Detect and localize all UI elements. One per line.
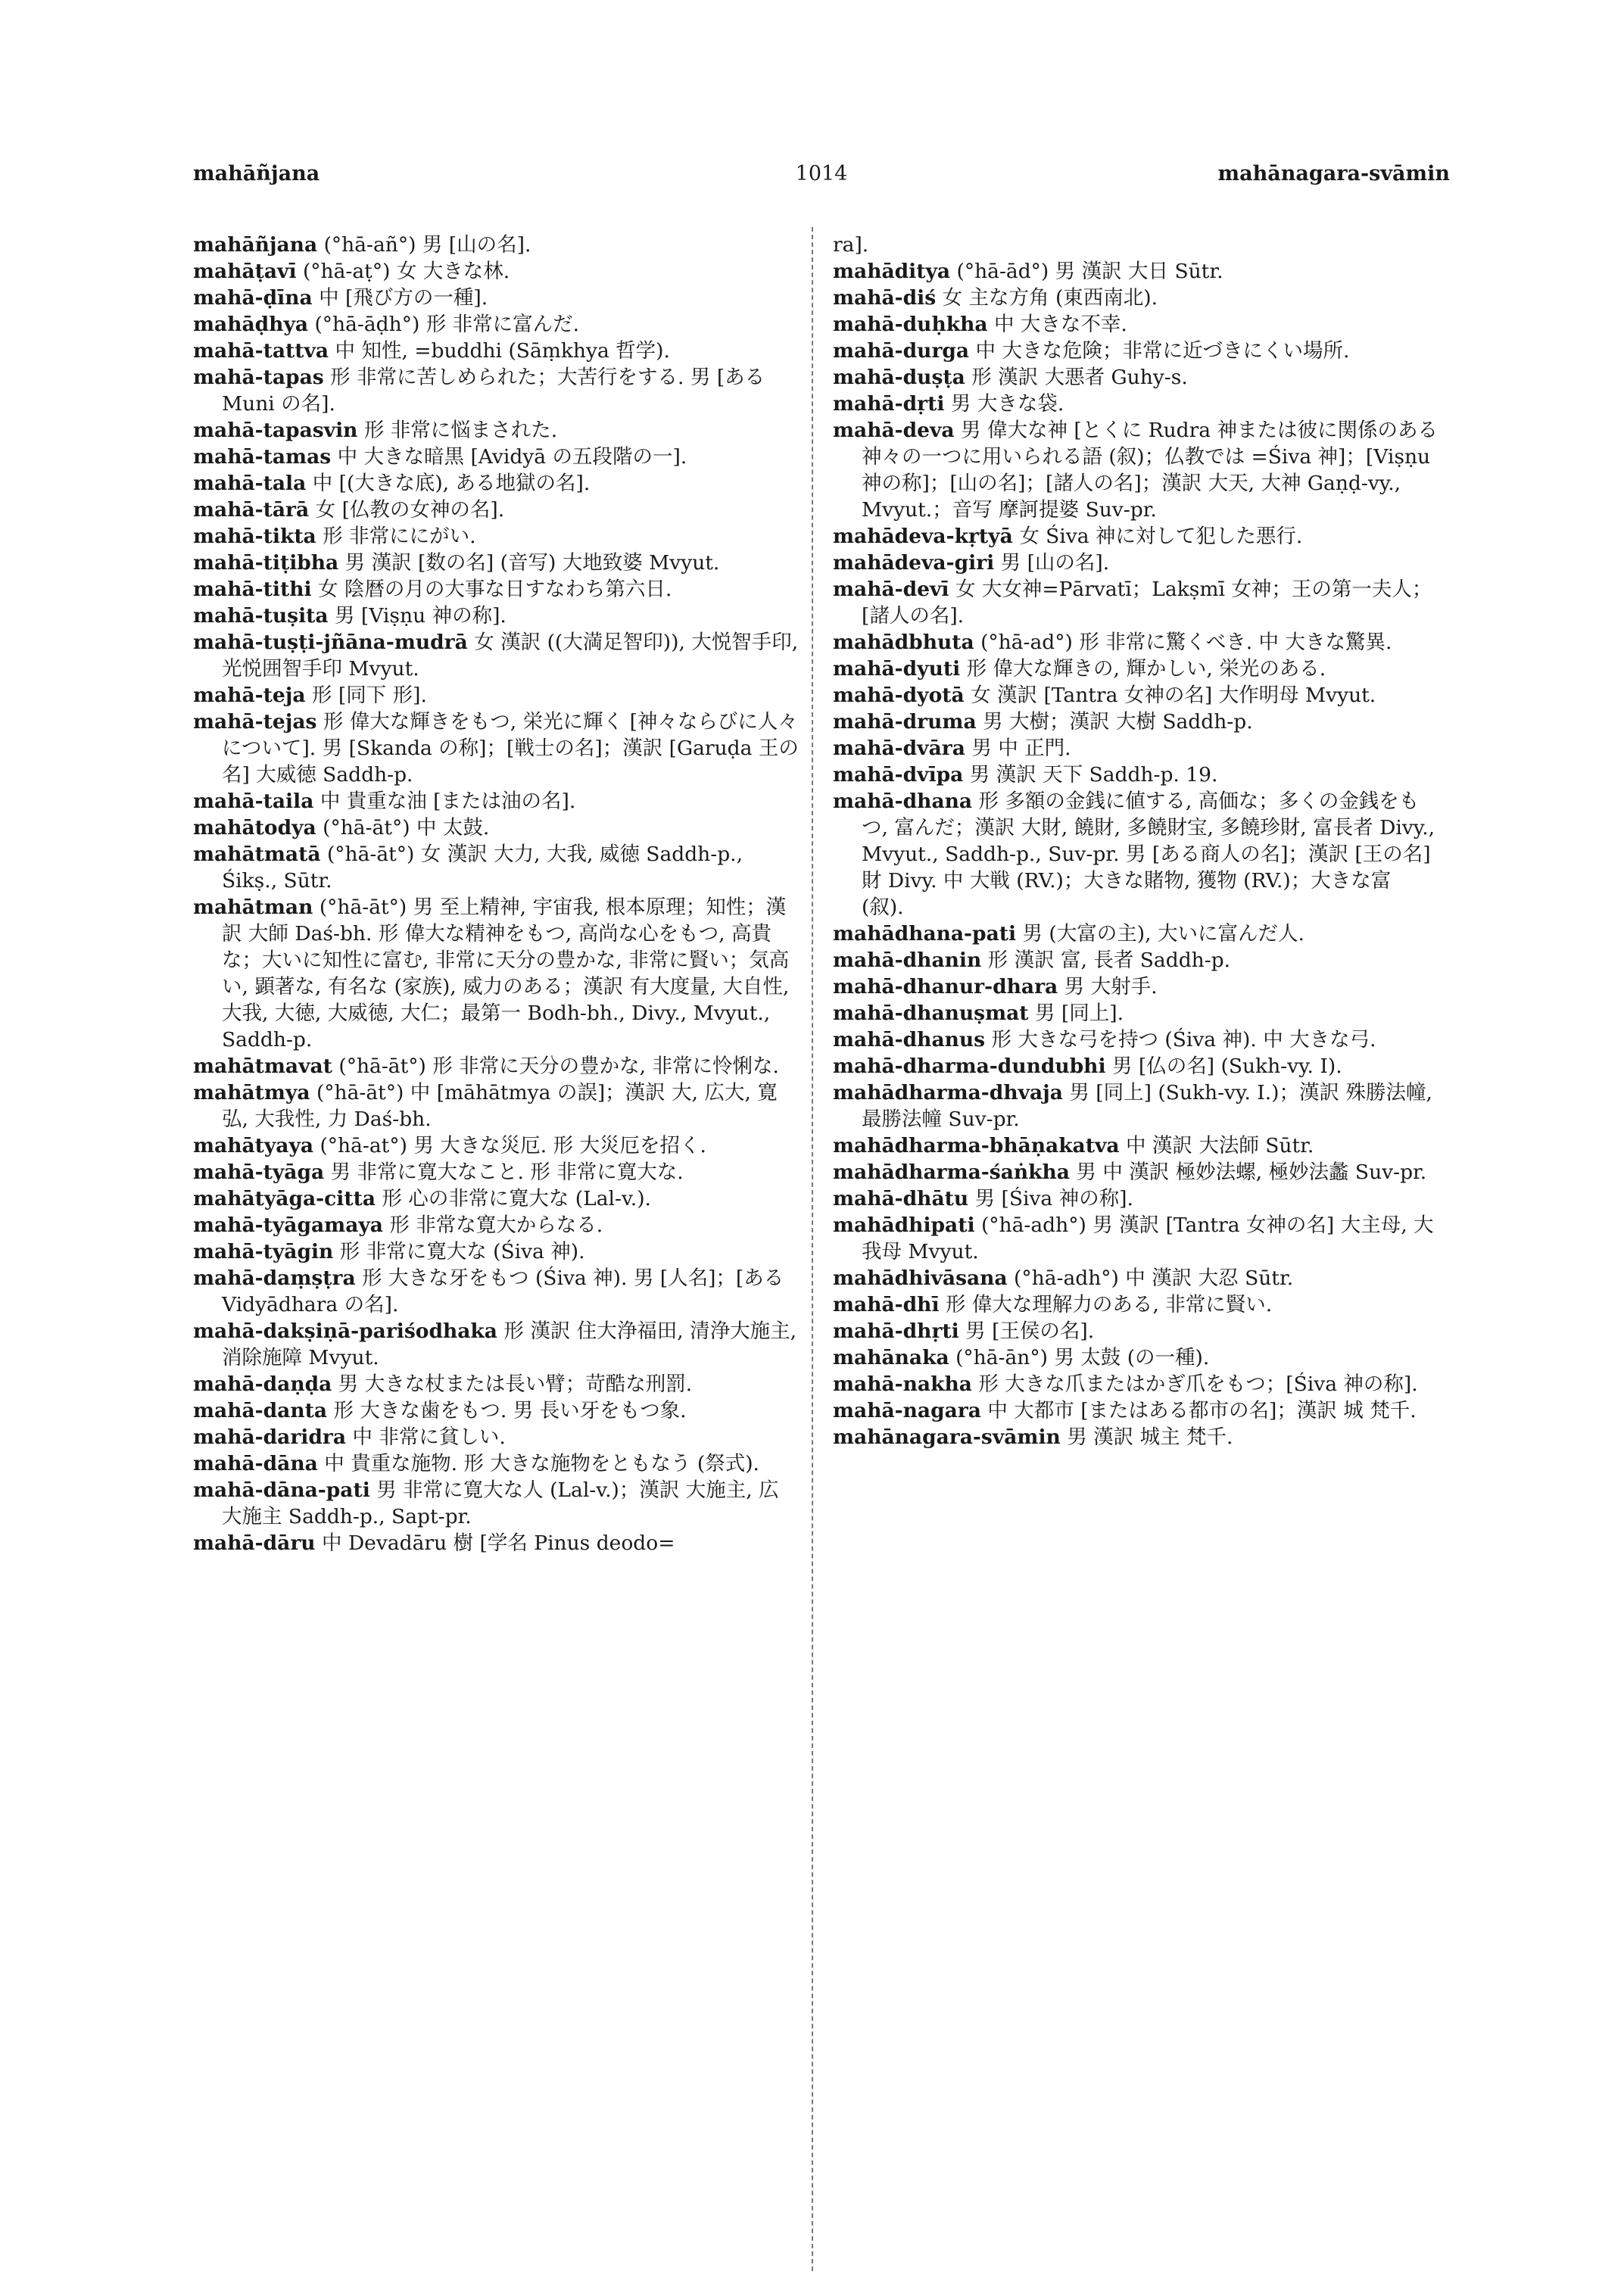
entry-definition: 男 偉大な神 [とくに Rudra 神または彼に関係のある神々の一つに用いられる語 (叙)；仏教では =Śiva 神]；[Viṣṇu 神の称]；[山の名]；[諸人の名]；漢訳 大天, 大神 Gaṇḍ-vy., Mvyut.；音写 摩訶提婆 Suv-pr. [862,419,1439,522]
dictionary-entry [833,285,1439,311]
entry-headword: mahāñjana [193,233,318,257]
entry-definition: (°hā-aṭ°) 女 大きな林. [302,260,510,283]
dictionary-entry [193,1053,799,1080]
dictionary-entry [833,1212,1439,1265]
dictionary-entry [833,656,1439,682]
entry-headword: mahā-dhanin [833,949,982,972]
dictionary-entry [833,550,1439,576]
entry-definition: 男 大樹；漢訳 大樹 Saddh-p. [983,710,1253,734]
dictionary-entry [193,311,799,338]
entry-headword: mahā-dvīpa [833,763,964,787]
entry-headword: mahānagara-svāmin [833,1425,1061,1449]
dictionary-entry [193,523,799,550]
entry-definition: 男 [王侯の名]. [965,1319,1095,1343]
entry-headword: mahādeva-giri [833,551,995,575]
entry-headword: mahātyaya [193,1134,314,1157]
entry-definition: 男 大きな杖または長い臂；苛酷な刑罰. [338,1372,693,1396]
dictionary-entry [833,788,1439,921]
dictionary-entry [833,762,1439,788]
entry-definition: 形 非常に苦しめられた；大苦行をする. 男 [ある Muni の名]. [222,366,765,416]
entry-headword: mahā-dyuti [833,657,961,681]
dictionary-entry [833,417,1439,523]
entry-headword: mahā-dāna-pati [193,1478,370,1502]
entry-definition: 形 偉大な輝きをもつ, 栄光に輝く [神々ならびに人々について]. 男 [Skanda の称]；[戦士の名]；漢訳 [Garuḍa 王の名] 大威徳 Saddh-p. [222,710,799,787]
entry-definition: 男 [同上]. [1034,1002,1124,1025]
dictionary-entry [193,470,799,497]
dictionary-entry [833,1318,1439,1344]
left-column [193,232,799,1556]
dictionary-entry [833,1265,1439,1291]
dictionary-entry [193,629,799,682]
dictionary-entry [833,1159,1439,1185]
dictionary-entry [193,1212,799,1238]
dictionary-entry [833,1291,1439,1318]
entry-definition: 中 [(大きな底), ある地獄の名]. [312,472,591,495]
entry-definition: (°hā-adh°) 男 漢訳 [Tantra 女神の名] 大主母, 大我母 Mvyut. [862,1213,1434,1263]
dictionary-entry [833,1027,1439,1053]
dictionary-entry [833,1344,1439,1371]
dictionary-entry [833,1000,1439,1027]
entry-definition: (°hā-at°) 男 大きな災厄. 形 大災厄を招く. [320,1134,706,1157]
entry-definition: (°hā-añ°) 男 [山の名]. [323,233,531,257]
entry-definition: 中 Devadāru 樹 [学名 Pinus deodo= [322,1531,675,1555]
entry-headword: mahātyāga-citta [193,1187,376,1210]
entry-headword: mahā-dāna [193,1452,318,1475]
entry-headword: mahātmya [193,1081,310,1104]
entry-definition: (°hā-ān°) 男 太鼓 (の一種). [955,1346,1210,1369]
header-left-headword: mahāñjana [193,162,320,185]
entry-headword: mahādharma-śaṅkha [833,1161,1070,1184]
dictionary-entry [193,550,799,576]
entry-headword: mahā-tamas [193,445,332,469]
dictionary-entry [193,1318,799,1371]
entry-headword: mahā-tapasvin [193,419,358,442]
dictionary-entry [193,1185,799,1212]
dictionary-entry [833,576,1439,629]
entry-headword: mahā-tārā [193,498,310,522]
dictionary-entry [193,1238,799,1265]
entry-headword: mahā-tyāgamaya [193,1213,383,1237]
dictionary-entry [833,682,1439,709]
dictionary-entry [833,1132,1439,1159]
entry-definition: 形 非常に悩まされた. [363,419,558,442]
entry-definition: 男 [同上] (Sukh-vy. I.)；漢訳 殊勝法幢, 最勝法幢 Suv-pr. [862,1081,1432,1131]
dictionary-entry [833,1371,1439,1397]
dictionary-entry [193,841,799,894]
dictionary-entry [193,815,799,841]
entry-headword: mahādharma-dhvaja [833,1081,1063,1104]
entry-headword: mahā-dyotā [833,684,965,707]
entry-definition: 女 陰暦の月の大事な日すなわち第六日. [317,578,672,601]
entry-definition: (°hā-āt°) 男 至上精神, 宇宙我, 根本原理；知性；漢訳 大師 Daś-bh. 形 偉大な精神をもつ, 高尚な心をもつ, 高貴な；大いに知性に富む, 非常に天分の豊かな, 非常に賢い；気高い, 顕著な, 有名な (家族), 威力のある；漢訳 有大度量, 大自性, 大我, 大徳, 大威徳, 大仁；最第一 Bodh-bh., Divy., Mvyut., Saddh-p. [222,896,790,1051]
entry-definition: 形 多額の金銭に値する, 高価な；多くの金銭をもつ, 富んだ；漢訳 大財, 饒財, 多饒財宝, 多饒珍財, 富長者 Divy., Mvyut., Saddh-p., Suv-pr. 男 [ある商人の名]；漢訳 [王の名] 財 Divy. 中 大戦 (RV.)；大きな賭物, 獲物 (RV.)；大きな富 (叙). [862,790,1435,919]
entry-headword: mahā-tuṣṭi-jñāna-mudrā [193,631,468,654]
entry-definition: 男 (大富の主), 大いに富んだ人. [1022,922,1304,946]
dictionary-entry [193,364,799,417]
entry-definition: 男 漢訳 城主 梵千. [1067,1425,1233,1449]
entry-definition: 中 大きな不幸. [993,313,1127,336]
dictionary-entry [193,709,799,788]
entry-definition: 形 大きな弓を持つ (Śiva 神). 中 大きな弓. [991,1028,1376,1051]
entry-definition: 男 [Viṣṇu 神の称]. [335,604,507,628]
dictionary-entry [193,1159,799,1185]
entry-headword: mahā-tapas [193,366,324,389]
dictionary-entry [833,232,1439,258]
entry-headword: mahā-tala [193,472,307,495]
entry-definition: (°hā-ad°) 形 非常に驚くべき. 中 大きな驚異. [980,631,1392,654]
dictionary-entry [193,682,799,709]
dictionary-entry [193,497,799,523]
entry-headword: mahā-devī [833,578,949,601]
entry-headword: mahā-durga [833,339,970,363]
dictionary-entry [833,523,1439,550]
dictionary-entry [193,1371,799,1397]
dictionary-entry [193,1080,799,1132]
entry-definition: 女 漢訳 [Tantra 女神の名] 大作明母 Mvyut. [971,684,1376,707]
entry-definition: 男 [Śiva 神の称]. [974,1187,1133,1210]
dictionary-entry [833,921,1439,947]
dictionary-entry [833,258,1439,285]
entry-definition: 中 大きな危険；非常に近づきにくい場所. [975,339,1350,363]
entry-definition: 女 [仏教の女神の名]. [315,498,505,522]
entry-definition: 形 非常ににがい. [323,525,476,548]
dictionary-entry [193,258,799,285]
entry-headword: mahā-tejas [193,710,317,734]
entry-definition: 形 偉大な輝きの, 輝かしい, 栄光のある. [966,657,1326,681]
entry-headword: mahāditya [833,260,951,283]
entry-headword: mahā-duṣṭa [833,366,965,389]
entry-definition: 形 漢訳 富, 長者 Saddh-p. [987,949,1231,972]
entry-headword: mahā-dvāra [833,737,965,760]
entry-headword: mahādeva-kṛtyā [833,525,1013,548]
entry-headword: mahāṭavī [193,260,297,283]
dictionary-entry [193,1530,799,1556]
entry-headword: mahātodya [193,816,316,840]
dictionary-entry [833,391,1439,417]
entry-definition: 男 中 漢訳 極妙法螺, 極妙法蠡 Suv-pr. [1076,1161,1427,1184]
entry-definition: 女 主な方角 (東西南北). [942,286,1158,310]
entry-definition: 形 漢訳 住大浄福田, 清浄大施主, 消除施障 Mvyut. [222,1319,797,1369]
entry-headword: mahā-teja [193,684,306,707]
entry-definition: 女 Śiva 神に対して犯した悪行. [1019,525,1303,548]
entry-headword: mahā-dhṛti [833,1319,959,1343]
entry-definition: 男 大きな袋. [950,392,1064,416]
entry-headword: mahā-dhanuṣmat [833,1002,1029,1025]
entry-headword: mahā-dhanus [833,1028,986,1051]
dictionary-entry [193,444,799,470]
entry-definition: 形 非常に寛大な (Śiva 神). [339,1240,585,1263]
entry-headword: mahā-daṇḍa [193,1372,332,1396]
entry-definition: (°hā-āt°) 中 太鼓. [323,816,490,840]
entry-definition: (°hā-ād°) 男 漢訳 大日 Sūtr. [956,260,1223,283]
dictionary-entry [833,338,1439,364]
entry-headword: mahā-nakha [833,1372,972,1396]
dictionary-entry [833,1185,1439,1212]
dictionary-entry [193,1265,799,1318]
dictionary-entry [193,285,799,311]
entry-headword: mahā-druma [833,710,977,734]
dictionary-entry [193,232,799,258]
entry-headword: mahā-duḥkha [833,313,988,336]
entry-headword: mahā-dāru [193,1531,316,1555]
header-right-headword: mahānagara-svāmin [1217,162,1450,185]
entry-definition: 女 大女神=Pārvatī；Lakṣmī 女神；王の第一夫人；[諸人の名]. [862,578,1432,628]
entry-headword: mahā-tikta [193,525,316,548]
entry-headword: mahā-dharma-dundubhi [833,1055,1106,1078]
entry-headword: mahā-dṛti [833,392,945,416]
entry-headword: mahā-daridra [193,1425,347,1449]
dictionary-entry [833,735,1439,762]
dictionary-entry [833,364,1439,391]
entry-definition: 男 非常に寛大な人 (Lal-v.)；漢訳 大施主, 広大施主 Saddh-p., Sapt-pr. [222,1478,779,1528]
entry-definition: (°hā-adh°) 中 漢訳 大忍 Sūtr. [1014,1266,1294,1290]
entry-headword: mahā-danta [193,1399,328,1422]
entry-headword: mahādhivāsana [833,1266,1008,1290]
entry-definition: 中 貴重な油 [または油の名]. [320,790,576,813]
entry-definition: 男 非常に寛大なこと. 形 非常に寛大な. [330,1161,684,1184]
entry-headword: mahā-dhanur-dhara [833,975,1058,999]
entry-headword: mahādharma-bhāṇakatva [833,1134,1120,1157]
entry-headword: mahādbhuta [833,631,974,654]
entry-definition: 中 大きな暗黒 [Avidyā の五段階の一]. [337,445,687,469]
entry-headword: mahādhana-pati [833,922,1017,946]
dictionary-entry [193,1132,799,1159]
entry-definition: 形 心の非常に寛大な (Lal-v.). [382,1187,651,1210]
entry-headword: mahādhipati [833,1213,975,1237]
entry-definition: 男 漢訳 天下 Saddh-p. 19. [969,763,1218,787]
entry-definition: 形 大きな歯をもつ. 男 長い牙をもつ象. [333,1399,687,1422]
entry-headword: mahā-nagara [833,1399,981,1422]
entry-definition: (°hā-āḍh°) 形 非常に富んだ. [314,313,580,336]
dictionary-entry [833,1053,1439,1080]
entry-definition: (°hā-āt°) 形 非常に天分の豊かな, 非常に怜悧な. [338,1055,779,1078]
entry-headword: mahā-tuṣita [193,604,329,628]
dictionary-entry [193,338,799,364]
dictionary-entry [833,1397,1439,1424]
dictionary-entry [193,417,799,444]
entry-headword: mahā-dhātu [833,1187,969,1210]
entry-headword: mahā-taila [193,790,314,813]
dictionary-entry [833,974,1439,1000]
dictionary-entry [193,1397,799,1424]
dictionary-entry [193,894,799,1053]
entry-definition: 男 大射手. [1064,975,1158,999]
page-header [193,162,1450,192]
entry-definition: (°hā-āt°) 女 漢訳 大力, 大我, 威徳 Saddh-p., Śikṣ., Sūtr. [222,843,743,893]
dictionary-entry [193,576,799,603]
entry-headword: mahā-dhana [833,790,973,813]
entry-headword: mahā-tattva [193,339,329,363]
column-divider [812,227,813,2271]
entry-definition: 形 漢訳 大悪者 Guhy-s. [971,366,1188,389]
entry-headword: mahā-tiṭibha [193,551,339,575]
dictionary-entry [193,1424,799,1450]
entry-headword: mahānaka [833,1346,949,1369]
entry-definition: 女 漢訳 ((大満足智印)), 大悦智手印, 光悦囲智手印 Mvyut. [222,631,799,681]
entry-definition: 中 知性, =buddhi (Sāṃkhya 哲学). [335,339,670,363]
entry-definition: (°hā-āt°) 中 [māhātmya の誤]；漢訳 大, 広大, 寛弘, 大我性, 力 Daś-bh. [222,1081,778,1131]
entry-headword: mahā-diś [833,286,937,310]
entry-definition: 形 大きな牙をもつ (Śiva 神). 男 [人名]；[ある Vidyādhara の名]. [222,1266,784,1316]
dictionary-entry [193,1450,799,1477]
dictionary-entry [833,709,1439,735]
dictionary-entry [833,311,1439,338]
entry-headword: mahā-deva [833,419,955,442]
dictionary-entry [833,629,1439,656]
entry-definition: 中 貴重な施物. 形 大きな施物をともなう (祭式). [324,1452,759,1475]
dictionary-entry [833,1080,1439,1132]
entry-headword: mahā-tithi [193,578,312,601]
entry-definition: 形 [同下 形]. [311,684,427,707]
dictionary-entry [193,1477,799,1530]
entry-headword: mahā-ḍīna [193,286,313,310]
entry-headword: mahā-daṃṣṭra [193,1266,356,1290]
right-column [833,232,1439,1450]
entry-definition: 中 大都市 [またはある都市の名]；漢訳 城 梵千. [987,1399,1417,1422]
entry-headword: mahātmatā [193,843,321,866]
dictionary-entry [193,603,799,629]
entry-headword: mahā-tyāgin [193,1240,334,1263]
entry-headword: mahā-dhī [833,1293,940,1316]
dictionary-entry [193,788,799,815]
entry-headword: mahā-dakṣiṇā-pariśodhaka [193,1319,497,1343]
entry-definition: 男 漢訳 [数の名] (音写) 大地致婆 Mvyut. [344,551,720,575]
page-number: 1014 [795,162,848,185]
entry-definition: 形 偉大な理解力のある, 非常に賢い. [945,1293,1273,1316]
entry-definition: 男 [山の名]. [1000,551,1110,575]
entry-headword: mahātman [193,896,313,919]
entry-definition: 男 [仏の名] (Sukh-vy. I). [1111,1055,1342,1078]
entry-headword: mahāḍhya [193,313,309,336]
dictionary-entry [833,947,1439,974]
entry-definition: 中 [飛び方の一種]. [319,286,488,310]
entry-definition: 形 非常な寛大からなる. [389,1213,603,1237]
entry-definition: 男 中 正門. [971,737,1071,760]
entry-headword: mahā-tyāga [193,1161,325,1184]
entry-definition: 中 非常に貧しい. [352,1425,506,1449]
entry-definition: 中 漢訳 大法師 Sūtr. [1125,1134,1314,1157]
entry-headword: mahātmavat [193,1055,332,1078]
entry-definition: 形 大きな爪またはかぎ爪をもつ；[Śiva 神の称]. [978,1372,1418,1396]
dictionary-entry [833,1424,1439,1450]
entry-definition: ra]. [833,233,869,257]
